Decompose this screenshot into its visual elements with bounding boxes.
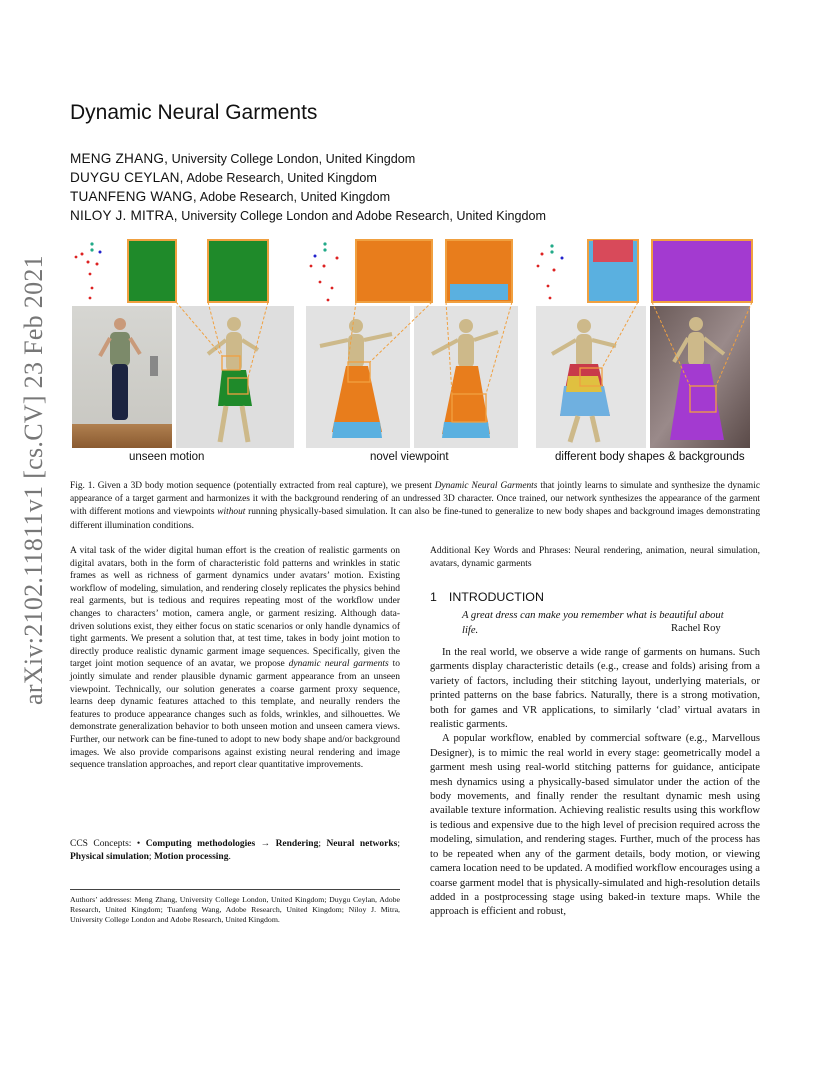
author-name: TUANFENG WANG, [70, 189, 197, 204]
figure-label: different body shapes & backgrounds [555, 451, 745, 463]
author-line [70, 149, 415, 169]
arxiv-identifier: arXiv:2102.11811v1 [cs.CV] 23 Feb 2021 [19, 255, 48, 705]
author-affiliation: Adobe Research, United Kingdom [196, 190, 391, 204]
author-addresses: Authors’ addresses: Meng Zhang, University College London, United Kingdom; Duygu Ceylan, Adobe Research, United Kingdom; Tuanfeng Wang, Adobe Research, United Kingdom; Niloy J. Mitra, University College London and Adobe Research, United Kingdom. [70, 895, 400, 925]
arxiv-sidebar [10, 255, 58, 705]
author-affiliation: University College London and Adobe Research, United Kingdom [177, 209, 546, 223]
figure-label: unseen motion [129, 451, 205, 463]
epigraph-author: Rachel Roy [671, 623, 721, 634]
introduction-body [430, 646, 760, 920]
author-name: NILOY J. MITRA, [70, 208, 178, 223]
figure-caption: Fig. 1. Given a 3D body motion sequence (potentially extracted from real capture), we present Dynamic Neural Garments that jointly learns to simulate and synthesize the dynamic appearance of a target garment and harmonizes it with the background rendering of an undressed 3D character. Once trained, our network synthesizes the appearance of the garment with different motions and viewpoints without running physically-based simulation. It can also be fine-tuned to generalize to new body shapes and background images demonstrating different illumination conditions. [70, 481, 761, 531]
author-line [70, 168, 377, 188]
author-name: DUYGU CEYLAN, [70, 170, 184, 185]
abstract: A vital task of the wider digital human effort is the creation of realistic garments on digital avatars, both in the form of characteristic fold patterns and wrinkles in static frames as well as richness of garment dynamics under avatars’ motion. Existing workflow of modeling, simulation, and rendering closely replicates the physics behind real garments, but is tedious and requires repeating most of the workflow under changes to characters’ motion, camera angle, or garment resizing. Although data-driven solutions exist, they either focus on static scenarios or only handle dynamics of tight garments. We present a solution that, at test time, takes in body joint motion to directly produce realistic dynamic garment image sequences. Specifically, given the target joint motion sequence of an avatar, we propose dynamic neural garments to jointly simulate and render plausible dynamic garment appearance from an unseen viewpoint. Technically, our solution generates a coarse garment proxy sequence, learns deep dynamic features attached to this template, and neurally renders the features to produce appearance changes such as folds, wrinkles, and silhouettes. We demonstrate generalization behavior to both unseen motion and unseen camera views. Further, our network can be fine-tuned to adopt to new body shape and/or background images. We also provide comparisons against existing neural rendering and image sequence translation approaches, and report clear quantitative improvements. [70, 546, 400, 771]
paragraph: A popular workflow, enabled by commercial software (e.g., Marvellous Designer), is to mimic the real world in every stage: geometrically model a garment mesh using real-world stitching patterns for guidance, anticipate mesh dynamics using a physically-based simulator under the action of the body movements, and finally render the resultant dynamic mesh using available texture information. Achieving realistic results using this workflow is tedious and expensive due to the high level of precision required across the modeling, simulation, and rendering stages. Further, much of the process has to be repeated when any of the garment details, body motion, or viewing camera location need to be updated. A modified workflow encourages using a coarse garment model that is physically-simulated and high-resolution details added in a postprocessing stage using baked-in texture maps. While the approach is efficient and robust, [430, 733, 760, 918]
author-affiliation: Adobe Research, United Kingdom [183, 171, 377, 185]
zoom-inset [128, 240, 752, 302]
author-line [70, 187, 390, 207]
author-line [70, 206, 546, 226]
skeleton-pose-1 [75, 242, 102, 299]
skeleton-pose-3 [537, 244, 564, 299]
skeleton-pose-2 [310, 242, 339, 301]
paragraph: In the real world, we observe a wide range of garments on humans. Such garments display characteristic details (e.g., crease and folds) arising from a variety of factors, including their stitching layout, underlying materials, or printed patterns on the base fabrics. Naturally, there is a strong motivation, both for games and VR applications, to similarly ‘clad’ virtual avatars in realistic garments. [430, 647, 760, 731]
author-name: MENG ZHANG, [70, 151, 169, 166]
author-affiliation: University College London, United Kingdom [168, 152, 416, 166]
figure-label: novel viewpoint [370, 451, 449, 463]
epigraph-quote: A great dress can make you remember what is beautiful about life. [462, 610, 724, 636]
keywords: Additional Key Words and Phrases: Neural rendering, animation, neural simulation, avatars, dynamic garments [430, 546, 760, 569]
paper-title: Dynamic Neural Garments [70, 101, 318, 124]
footnote-rule [70, 889, 400, 890]
section-heading: 1 INTRODUCTION [430, 590, 544, 604]
ccs-concepts: CCS Concepts: • Computing methodologies → Rendering; Neural networks; Physical simulation; Motion processing. [70, 839, 400, 862]
teaser-figure [70, 236, 760, 448]
